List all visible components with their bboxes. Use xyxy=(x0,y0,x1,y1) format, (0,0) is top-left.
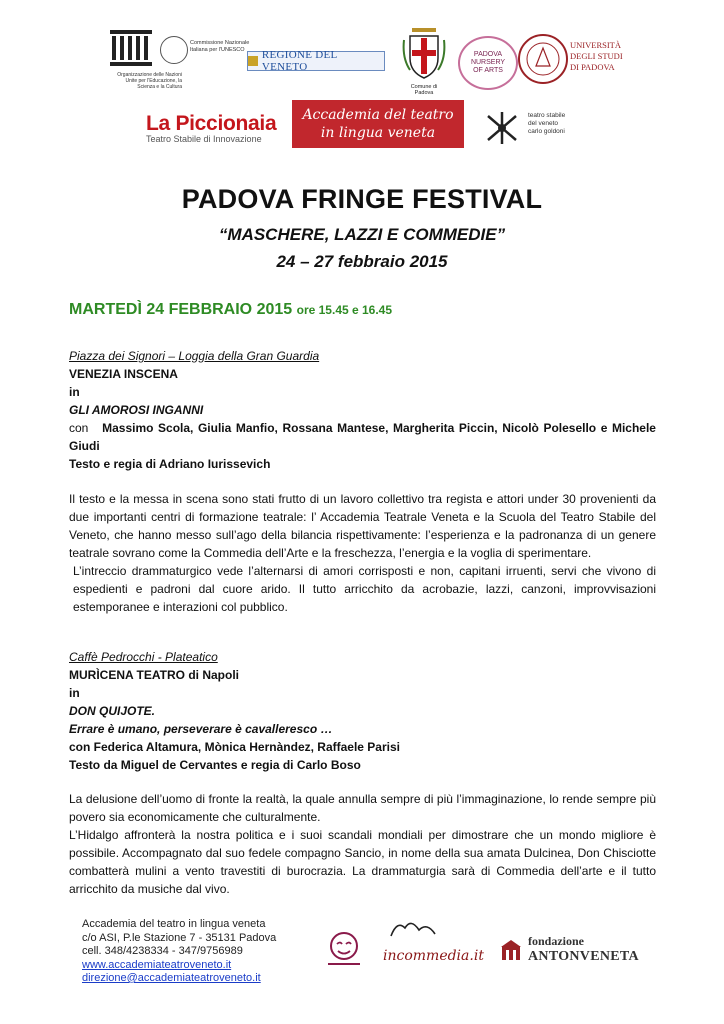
teatro-stabile-line: carlo goldoni xyxy=(528,128,565,135)
accademia-line: in lingua veneta xyxy=(320,125,436,141)
regione-label: REGIONE DEL VENETO xyxy=(261,49,338,73)
event-1-desc-p2: L’intreccio drammaturgico vede l’alternarsi di amori corrisposti e non, capitani irruenti, servi che vivono di espedienti e padroni dal cuore arido. Il tutto arricchito da acrobazie, lazzi, canzoni, improvvisazioni estemporanee e interazioni col pubblico. xyxy=(73,564,656,614)
event-1-in: in xyxy=(69,385,80,399)
event-2-tagline: Errare è umano, perseverare è cavalleresco … xyxy=(69,722,333,736)
event-2-desc-p1: La delusione dell’uomo di fronte la realtà, la quale annulla sempre di più l’immaginazione, lo rende sempre più povero sia economicamente che culturalmente. xyxy=(69,792,656,824)
incommedia-figures-icon xyxy=(383,916,443,940)
theatre-mask-logo xyxy=(322,930,366,970)
unipd-seal-icon xyxy=(518,34,568,84)
incommedia-text: incommedia.it xyxy=(383,948,484,964)
event-1-desc-p1: Il testo e la messa in scena sono stati frutto di un lavoro collettivo tra regista e attori under 30 provenienti da due importanti centri di formazione teatrale: l’ Accademia Teatrale Veneta e la Scuola del Teatro Stabile del Veneto, che hanno messo sull’ago della bilancia rispettivamente: l’esperienza e la padronanza di un genere teatrale sovrano come la Commedia dell’Arte e la freschezza, l’energia e la voglia di sperimentare. xyxy=(69,492,656,560)
footer-line-3: cell. 348/4238334 - 347/9756989 xyxy=(82,945,243,957)
accademia-line: Accademia del teatro xyxy=(302,107,454,123)
page-subtitle: “MASCHERE, LAZZI E COMMEDIE” xyxy=(218,225,506,244)
event-1-cast-prefix: con xyxy=(69,421,89,435)
festival-dates: 24 – 27 febbraio 2015 xyxy=(276,252,448,271)
footer-line-1: Accademia del teatro in lingua veneta xyxy=(82,918,266,930)
nursery-of-arts-logo xyxy=(458,36,518,90)
event-2-credits: Testo da Miguel de Cervantes e regia di Carlo Boso xyxy=(69,758,361,772)
unesco-commission: Commissione Nazionale Italiana per l'UNESCO xyxy=(190,40,250,53)
la-piccionaia-logo xyxy=(146,112,276,144)
teatro-stabile-icon xyxy=(482,108,522,148)
event-2-desc-p2: L’Hidalgo affronterà la nostra politica e i suoi scandali mondiali per dimostrare che un mondo migliore è possibile. Accompagnato dal suo fedele compagno Sancio, in nome della sua amata Dulcinea, Don Chisciotte combatterà mulini a vento travestiti di burocrazia. La drammaturgia sarà di Commedia dell’arte e il tutto arricchito da musiche dal vivo. xyxy=(69,828,656,896)
email-link[interactable]: direzione@accademiateatroveneto.it xyxy=(82,972,261,984)
event-2-show: DON QUIJOTE. xyxy=(69,704,156,718)
italy-emblem-icon xyxy=(160,36,188,64)
comune-padova-logo xyxy=(402,24,446,94)
event-1-description xyxy=(69,490,656,616)
day-label: MARTEDÌ 24 FEBBRAIO 2015 xyxy=(69,301,293,318)
website-link[interactable]: www.accademiateatroveneto.it xyxy=(82,958,232,971)
lion-icon xyxy=(248,56,258,66)
nursery-line: PADOVA xyxy=(473,51,503,58)
regione-veneto-logo xyxy=(247,51,385,71)
event-1-cast: Massimo Scola, Giulia Manfio, Rossana Mantese, Margherita Piccin, Nicolò Polesello e Michele Giudi xyxy=(69,421,656,453)
incommedia-logo xyxy=(383,916,483,976)
event-2-company: MURÌCENA TEATRO di Napoli xyxy=(69,668,239,682)
theatre-mask-icon xyxy=(322,930,366,970)
teatro-stabile-logo xyxy=(482,108,592,148)
antonveneta-label: ANTONVENETA xyxy=(528,949,639,964)
day-heading xyxy=(69,301,392,319)
event-2-in: in xyxy=(69,686,80,700)
unipd-line: DI PADOVA xyxy=(570,62,615,72)
fondazione-antonveneta-logo xyxy=(500,934,639,965)
padova-coat-of-arms-icon xyxy=(402,24,446,82)
teatro-stabile-line: teatro stabile xyxy=(528,112,566,119)
unipd-line: DEGLI STUDI xyxy=(570,51,623,61)
page-title: PADOVA FRINGE FESTIVAL xyxy=(181,184,543,214)
accademia-logo xyxy=(292,100,464,148)
footer-line-2: c/o ASI, P.le Stazione 7 - 35131 Padova xyxy=(82,931,277,944)
day-time: ore 15.45 e 16.45 xyxy=(296,303,393,317)
event-1 xyxy=(69,347,656,473)
event-1-credits: Testo e regia di Adriano Iurissevich xyxy=(69,457,271,471)
nursery-line: OF ARTS xyxy=(473,67,503,74)
fondazione-label: fondazione xyxy=(528,934,585,948)
nursery-line: NURSERY xyxy=(470,59,506,66)
event-2-cast: con Federica Altamura, Mònica Hernàndez, Raffaele Parisi xyxy=(69,740,400,754)
piccionaia-sub: Teatro Stabile di Innovazione xyxy=(146,134,262,144)
antonveneta-building-icon xyxy=(500,938,522,962)
unesco-caption: Organizzazione delle Nazioni Unite per l'Educazione, la Scienza e la Cultura xyxy=(117,72,182,90)
event-1-venue: Piazza dei Signori – Loggia della Gran Guardia xyxy=(69,349,320,363)
footer-address xyxy=(82,918,276,986)
event-2-description xyxy=(69,790,656,898)
unesco-temple-icon xyxy=(108,28,154,68)
unipd-line: UNIVERSITÀ xyxy=(570,40,621,50)
teatro-stabile-line: del veneto xyxy=(528,120,558,127)
event-2-venue: Caffè Pedrocchi - Plateatico xyxy=(69,650,218,664)
unesco-logo xyxy=(108,28,258,100)
event-1-show: GLI AMOROSI INGANNI xyxy=(69,403,204,417)
event-1-company: VENEZIA INSCENA xyxy=(69,367,178,381)
event-2 xyxy=(69,648,656,774)
unipd-logo-text xyxy=(570,40,623,73)
event-1-cast-row xyxy=(69,419,656,455)
piccionaia-name: La Piccionaia xyxy=(146,112,277,135)
comune-caption: Comune di Padova xyxy=(410,84,438,96)
